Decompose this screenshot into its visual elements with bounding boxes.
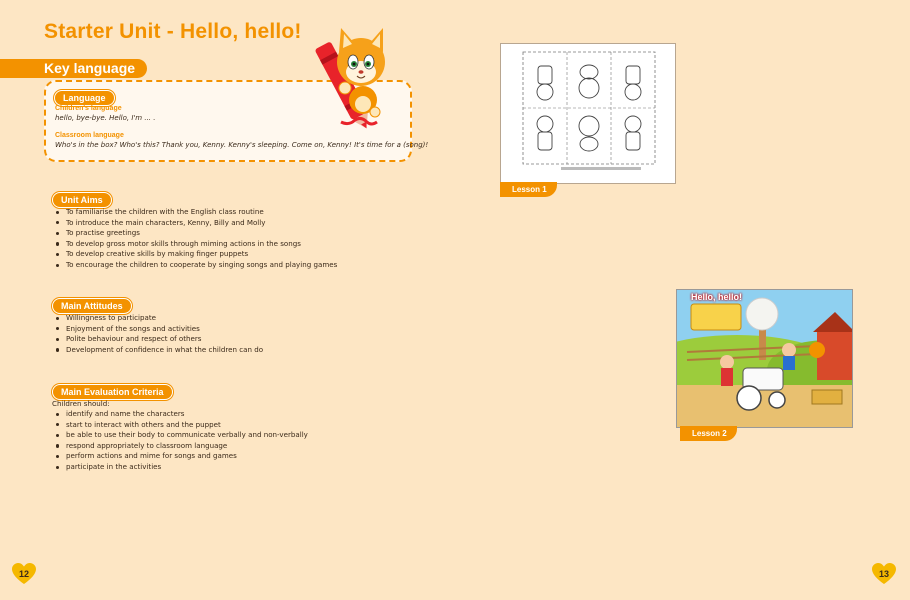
lesson-2-tab: Lesson 2 <box>680 426 737 441</box>
page-title: Starter Unit - Hello, hello! <box>44 20 302 43</box>
list-item: be able to use their body to communicate verbally and non-verbally <box>66 430 308 440</box>
list-item: participate in the activities <box>66 462 308 473</box>
list-item: perform actions and mime for songs and games <box>66 451 308 462</box>
list-item: To develop creative skills by making finger puppets <box>66 249 337 260</box>
list-item: identify and name the characters <box>66 409 308 420</box>
unit-aims-label: Unit Aims <box>52 192 112 208</box>
evaluation-criteria-label: Main Evaluation Criteria <box>52 384 173 400</box>
lesson-2-banner: Hello, hello! <box>691 292 743 302</box>
childrens-language-text: hello, bye-bye. Hello, I'm ... . <box>55 114 156 122</box>
list-item: To practise greetings <box>66 228 337 239</box>
farm-scene-image <box>677 290 852 427</box>
key-language-heading: Key language <box>44 60 136 76</box>
evaluation-intro: Children should: <box>52 399 110 408</box>
unit-aims-list <box>54 207 337 271</box>
language-label: Language <box>54 90 115 106</box>
main-attitudes-list <box>54 313 263 355</box>
list-item: Polite behaviour and respect of others <box>66 334 263 345</box>
classroom-language-text: Who's in the box? Who's this? Thank you, Kenny. Kenny's sleeping. Come on, Kenny! It's time for a (song)! <box>55 141 429 149</box>
list-item: start to interact with others and the puppet <box>66 420 308 431</box>
cat-mascot-illustration <box>303 22 403 130</box>
lesson-1-thumbnail <box>500 43 676 184</box>
main-attitudes-label: Main Attitudes <box>52 298 132 314</box>
list-item: To familiarise the children with the English class routine <box>66 207 337 218</box>
list-item: To introduce the main characters, Kenny, Billy and Molly <box>66 218 337 229</box>
finger-puppet-worksheet-image <box>501 44 675 183</box>
classroom-language-heading: Classroom language <box>55 132 124 139</box>
lesson-2-thumbnail <box>676 289 853 428</box>
evaluation-list <box>54 409 308 473</box>
list-item: Enjoyment of the songs and activities <box>66 324 263 335</box>
left-page-number: 12 <box>18 569 29 579</box>
list-item: To encourage the children to cooperate by singing songs and playing games <box>66 259 338 269</box>
key-language-bar <box>0 59 147 78</box>
childrens-language-heading: Children's language <box>55 105 122 112</box>
list-item: respond appropriately to classroom language <box>66 441 308 452</box>
right-page-number: 13 <box>878 569 889 579</box>
lesson-1-tab: Lesson 1 <box>500 182 557 197</box>
list-item: Development of confidence in what the children can do <box>66 344 264 354</box>
list-item: Willingness to participate <box>66 313 263 324</box>
list-item: To develop gross motor skills through miming actions in the songs <box>66 239 337 250</box>
